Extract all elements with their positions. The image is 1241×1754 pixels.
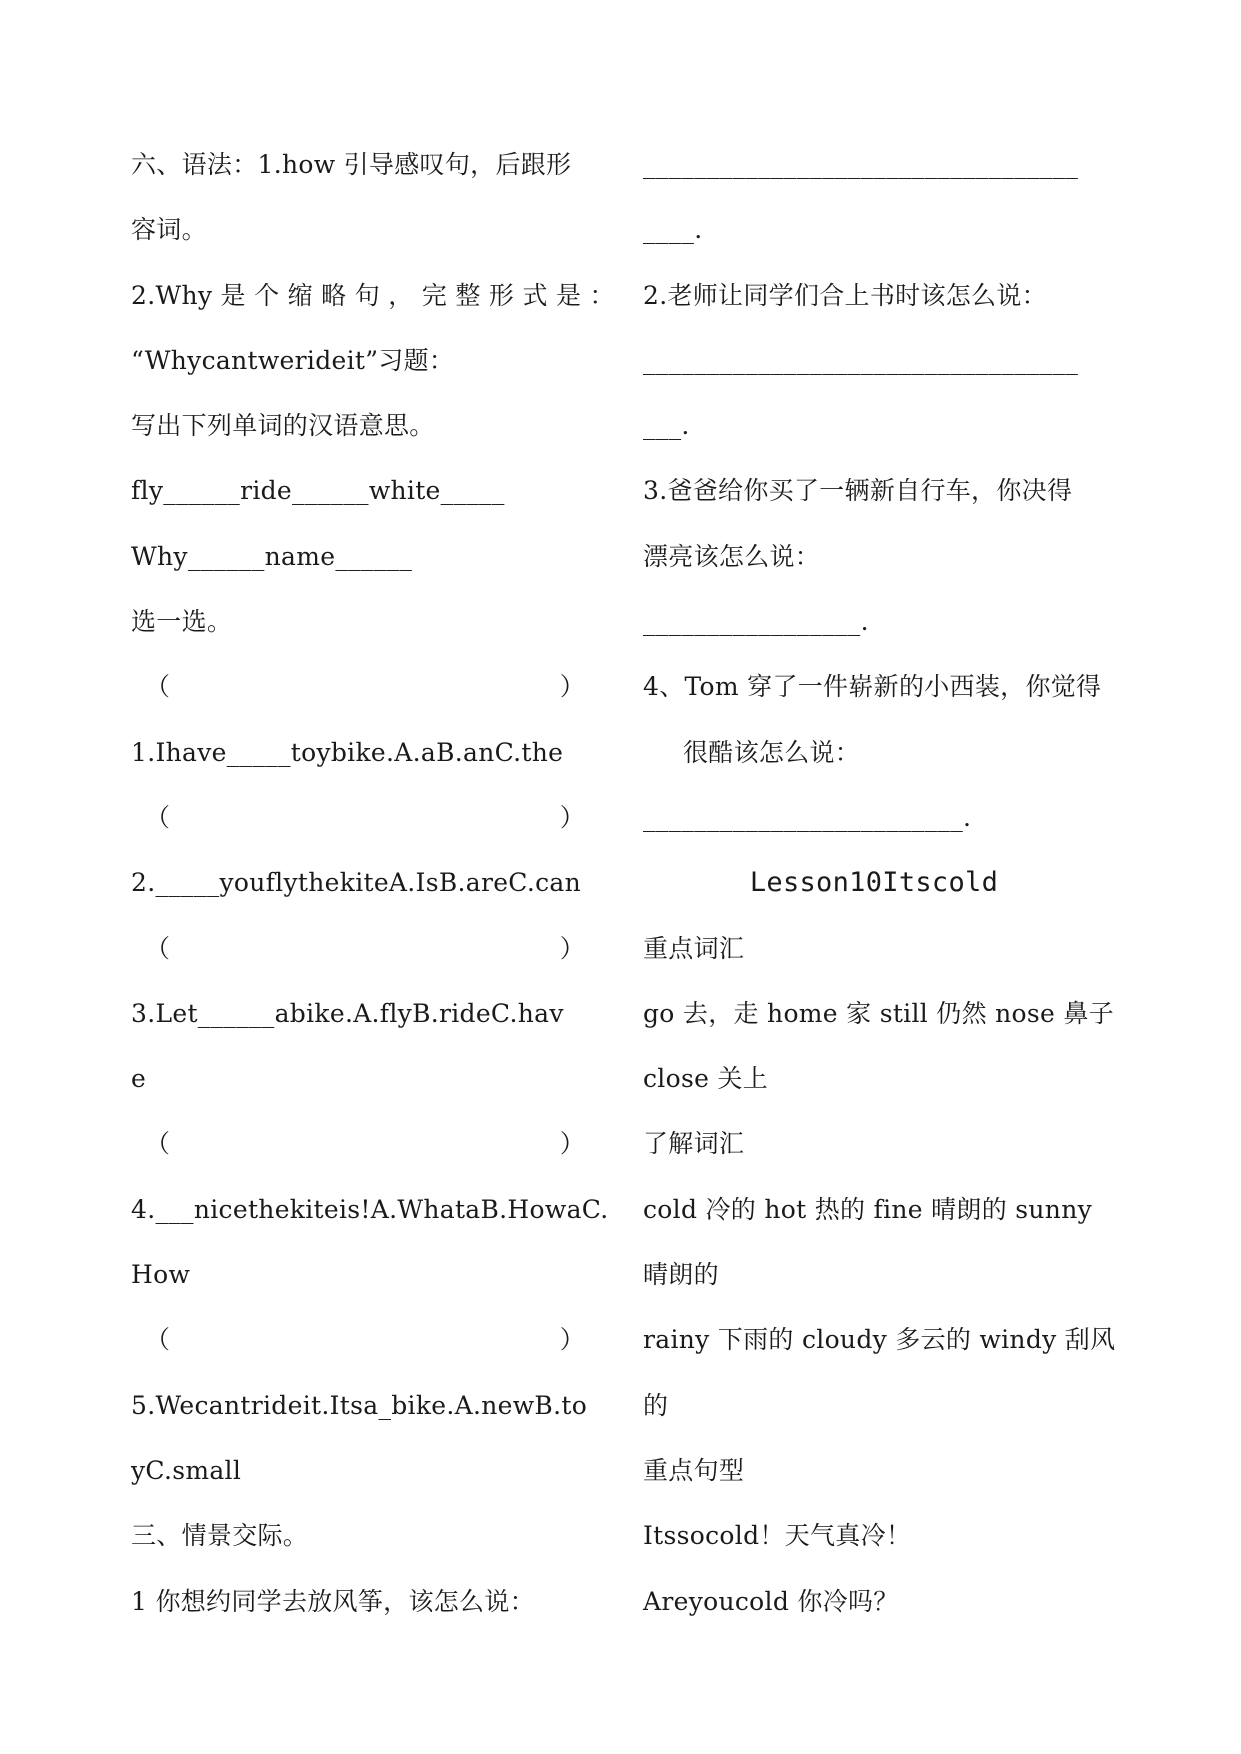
vocab-line: 的 (643, 1390, 669, 1420)
sentence-pattern: Itssocold！天气真冷！ (643, 1521, 912, 1551)
answer-blank-line: __________________________________ (643, 150, 1079, 179)
section-heading: 了解词汇 (643, 1129, 745, 1159)
exercise-instruction: 写出下列单词的汉语意思。 (131, 411, 435, 441)
vocab-line: rainy 下雨的 cloudy 多云的 windy 刮风 (643, 1325, 1116, 1355)
question-line: 2._____youflythekiteA.IsB.areC.can (131, 868, 581, 898)
paren-open: （ (145, 933, 171, 963)
question-line: e (131, 1064, 147, 1094)
grammar-line: 2.Why 是 个 缩 略 句 ， 完 整 形 式 是 ： (131, 280, 615, 310)
paren-open: （ (145, 672, 171, 702)
question-line: 1 你想约同学去放风筝，该怎么说： (131, 1586, 535, 1616)
lesson-title: Lesson10Itscold (749, 867, 999, 899)
paren-open: （ (145, 1325, 171, 1355)
question-line: 2.老师让同学们合上书时该怎么说： (643, 280, 1047, 310)
left-column (131, 132, 615, 1634)
answer-blank-line: ____. (643, 215, 703, 245)
exercise-instruction: 选一选。 (131, 607, 233, 637)
paren-close: ） (559, 802, 585, 832)
grammar-line: 容词。 (131, 215, 207, 245)
answer-blank-line: ___. (643, 411, 690, 441)
answer-parentheses (131, 1307, 593, 1372)
paren-open: （ (145, 1129, 171, 1159)
paren-close: ） (559, 933, 585, 963)
grammar-heading: 六、语法：1.how 引导感叹句，后跟形 (131, 150, 572, 179)
section-heading: 三、情景交际。 (131, 1521, 309, 1551)
sentence-pattern: Areyoucold 你冷吗？ (643, 1586, 899, 1616)
question-line: 3.爸爸给你买了一辆新自行车，你决得 (643, 476, 1073, 506)
paren-open: （ (145, 802, 171, 832)
answer-parentheses (131, 785, 593, 850)
answer-parentheses (131, 654, 593, 719)
question-line: 3.Let______abike.A.flyB.rideC.hav (131, 998, 564, 1028)
answer-parentheses (131, 916, 593, 981)
paren-close: ） (559, 1129, 585, 1159)
question-line: 4、Tom 穿了一件崭新的小西装，你觉得 (643, 672, 1102, 702)
answer-blank-line: _________________________. (643, 802, 972, 832)
question-line: How (131, 1260, 191, 1290)
answer-blank-line: __________________________________ (643, 345, 1079, 375)
paren-close: ） (559, 1325, 585, 1355)
vocab-blank-line: Why______name______ (131, 541, 413, 571)
question-line: 很酷该怎么说： (683, 737, 861, 767)
vocab-line: 晴朗的 (643, 1260, 719, 1290)
question-line: 漂亮该怎么说： (643, 541, 821, 571)
question-line: yC.small (131, 1455, 242, 1485)
right-column (643, 132, 1116, 1634)
vocab-line: close 关上 (643, 1064, 769, 1094)
question-line: 4.___nicethekiteis!A.WhataB.HowaC. (131, 1194, 609, 1224)
vocab-blank-line: fly______ride______white_____ (131, 476, 505, 506)
answer-parentheses (131, 1111, 593, 1176)
vocab-line: go 去，走 home 家 still 仍然 nose 鼻子 (643, 998, 1114, 1028)
section-heading: 重点词汇 (643, 933, 745, 963)
paren-close: ） (559, 672, 585, 702)
answer-blank-line: _________________. (643, 607, 869, 637)
vocab-line: cold 冷的 hot 热的 fine 晴朗的 sunny (643, 1194, 1093, 1224)
question-line: 1.Ihave_____toybike.A.aB.anC.the (131, 737, 564, 767)
grammar-line: “Whycantwerideit”习题： (131, 345, 455, 375)
section-heading: 重点句型 (643, 1455, 745, 1485)
question-line: 5.Wecantrideit.Itsa_bike.A.newB.to (131, 1390, 588, 1420)
